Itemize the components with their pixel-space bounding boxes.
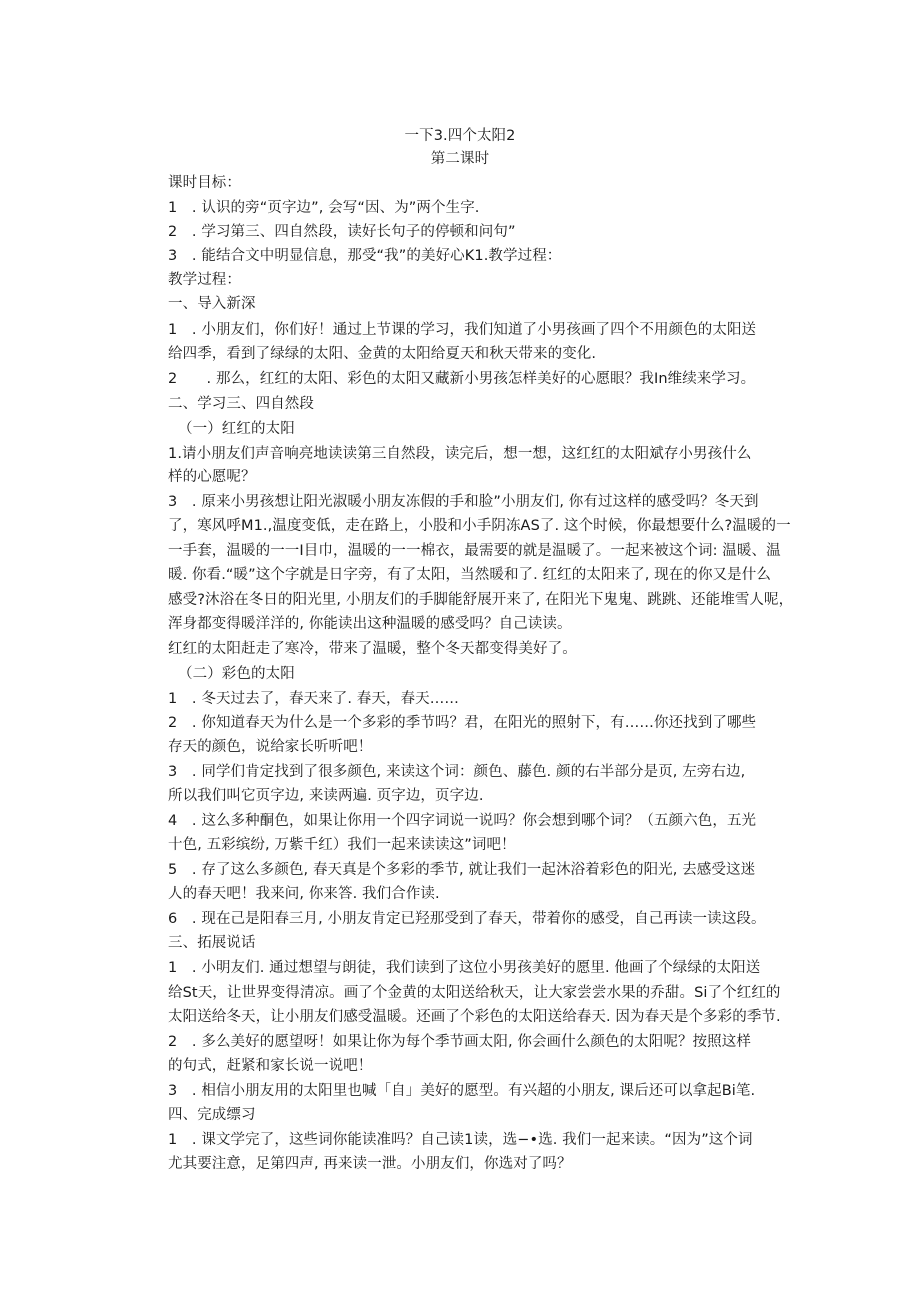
subsection-heading: （二）彩色的太阳 <box>178 666 295 682</box>
text-line: 1 . 课文学完了，这些词你能读准吗？自己读1读，选−•选. 我们一起来读。“因为”这个词 <box>168 1132 753 1148</box>
text-line: 浑身都变得暖洋洋的, 你能读出这种温暖的感受吗？自己读读。 <box>168 616 572 632</box>
subsection-heading: （一）红红的太阳 <box>178 421 295 437</box>
text-line: 1 . 小朋友们，你们好！通过上节课的学习，我们知道了小男孩画了四个不用颜色的太阳送 <box>168 322 757 338</box>
text-line: 感受?沐浴在冬日的阳光里, 小朋友们的手脚能舒展开来了, 在阳光下鬼鬼、跳跳、还能堆雪人呢， <box>168 592 794 608</box>
text-line: 5 . 存了这么多颜色, 春天真是个多彩的季节, 就让我们一起沐浴着彩色的阳光, 去感受这迷 <box>168 862 756 878</box>
text-line: 3 . 能结合文中明显信息，那受“我”的美好心K1.教学过程： <box>168 248 562 264</box>
text-line: 6 . 现在己是阳春三月, 小朋友肯定已羟那受到了春天，带着你的感受，自己再读一读这段。 <box>168 911 766 927</box>
doc-subtitle: 第二课时 <box>430 151 490 167</box>
text-line: 给四季，看到了绿绿的太阳、金黄的太阳给夏天和秋天带来的变化. <box>168 346 597 362</box>
text-line: 2 . 那么，红红的太阳、彩色的太阳又藏新小男孩怎样美好的心愿眼？我In维续来学习。 <box>168 371 756 387</box>
text-line: 2 . 你知道春天为什么是一个多彩的季节吗？君，在阳光的照射下，有……你还找到了哪些 <box>168 715 757 731</box>
text-line: 1 . 冬天过去了，春天来了. 春天，春天…… <box>168 691 459 707</box>
text-line: 样的心愿呢？ <box>168 469 256 485</box>
text-line: 存天的颜色，说给家长听听吧！ <box>168 739 373 755</box>
text-line: 2 . 多么美好的愿望呀！如果让你为每个季节画太阳, 你会画什么颜色的太阳呢？按照这样 <box>168 1034 751 1050</box>
text-line: 尤其要注意，足第四声, 再来读一泄。小朋友们，你选对了吗？ <box>168 1156 572 1172</box>
text-line: 2 . 学习第三、四自然段，读好长句子的停顿和问句” <box>168 224 516 240</box>
text-line: 4 . 这么多种酮色，如果让你用一个四字词说一说吗？你会想到哪个词？（五颜六色，五光 <box>168 813 757 829</box>
text-line: 1 . 小明友们. 通过想望与朗徒，我们读到了这位小男孩美好的愿里. 他画了个绿绿的太阳送 <box>168 960 761 976</box>
section-label: 课时目标： <box>168 175 241 191</box>
text-line: 太阳送给冬天，让小朋友们感受温暖。还画了个彩色的太阳送给春天. 因为春天是个多彩的季节. <box>168 1009 781 1025</box>
text-line: 暖. 你看.“暖”这个字就是日字旁，有了太阳，当然暖和了. 红红的太阳来了, 现在的你又是什么 <box>168 567 771 583</box>
text-line: 的句式，赶紧和家长说一说吧！ <box>168 1058 373 1074</box>
section-heading: 一、导入新深 <box>168 296 256 312</box>
text-line: 1.请小朋友们声音响亮地读读第三自然段，读完后，想一想，这红红的太阳斌存小男孩什么 <box>168 446 752 462</box>
text-line: 1 . 认识的旁“页字边”, 会写“因、为”两个生字. <box>168 200 480 216</box>
section-heading: 三、拓展说话 <box>168 935 256 951</box>
text-line: 3 . 原来小男孩想让阳光淑暖小朋友冻假的手和脸”小朋友们, 你有过这样的感受吗？冬天到 <box>168 494 759 510</box>
section-heading: 二、学习三、四自然段 <box>168 396 314 412</box>
section-heading: 四、完成缥习 <box>168 1107 256 1123</box>
text-line: 了，寒风呼M1.,温度变低，走在路上，小股和小手阴冻AS了. 这个时候，你最想要什么?温暖的一 <box>168 518 791 534</box>
text-line: 给St天，让世界变得清凉。画了个金黄的太阳送给秋天，让大家尝尝水果的乔甜。Si了个红红的 <box>168 985 781 1001</box>
doc-title: 一下3.四个太阳2 <box>404 128 516 144</box>
text-line: 十色, 五彩缤纷, 万紫千红）我们一起来读读这”词吧！ <box>168 837 516 853</box>
text-line: 所以我们叫它页字边, 来读两遍. 页字边，页字边. <box>168 788 484 804</box>
text-line: 红红的太阳赶走了寒冷，带来了温暖，整个冬天都变得美好了。 <box>168 641 577 657</box>
text-line: 3 . 相信小朋友用的太阳里也喊「自」美好的愿型。有兴超的小朋友, 课后还可以拿起Bi笔. <box>168 1083 756 1099</box>
text-line: 人的春天吧！我来问, 你来答. 我们合作读. <box>168 886 440 902</box>
text-line: 一手套，温暖的一一I目巾，温暖的一一棉衣，最需要的就是温暖了。一起来被这个词: 温暖、温 <box>168 543 781 559</box>
text-line: 3 . 同学们肯定找到了很多颜色, 来读这个词：颜色、藤色. 颜的右半部分是页, 左旁右边, <box>168 764 746 780</box>
section-label: 教学过程： <box>168 272 241 288</box>
